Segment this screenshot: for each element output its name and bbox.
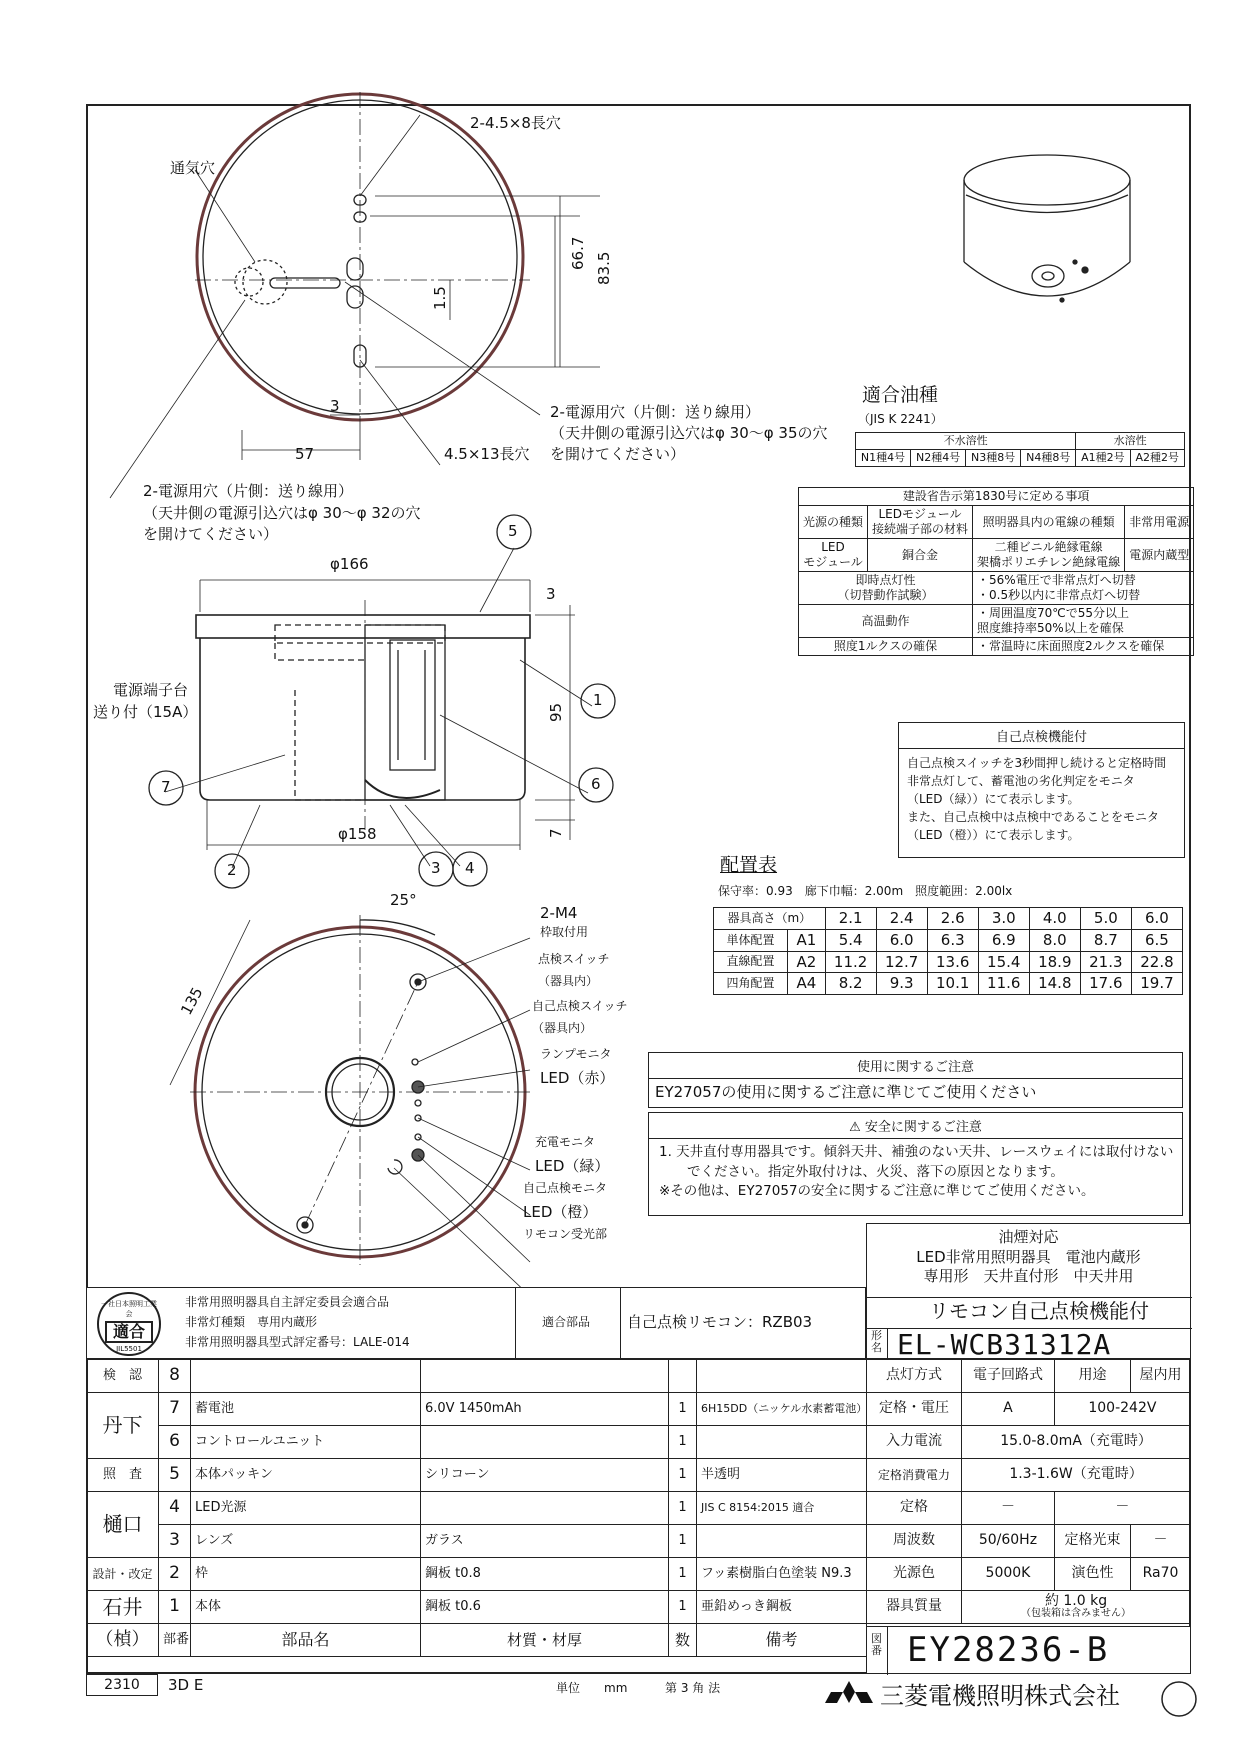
part-remark: 6H15DD（ニッケル水素蓄電池） [697,1393,867,1426]
part-material [421,1492,669,1525]
parts-table [86,1359,867,1657]
rating-label: 定格・電圧 [867,1393,962,1426]
bottom-label-charge-monitor: 充電モニタ [535,1135,596,1149]
dim-83-5: 83.5 [595,251,613,285]
layout-cell: 8.7 [1080,929,1131,951]
oil-type: A2種2号 [1130,449,1184,466]
top-view [110,92,600,498]
layout-cell: 6.0 [876,929,927,951]
dim-95: 95 [547,702,565,722]
cable-left-1: 2-電源用穴（片側：送り線用） [143,482,353,500]
layout-table [713,907,1183,995]
rating-value: － [1131,1525,1191,1558]
part-name: 本体パッキン [191,1459,421,1492]
layout-cell: 8.0 [1029,929,1080,951]
self-check-title: 自己点検機能付 [899,723,1184,749]
layout-cell: 11.2 [825,951,876,973]
part-material: 6.0V 1450mAh [421,1393,669,1426]
cable-right-2: （天井側の電源引込穴はφ 30〜φ 35の穴 [550,424,828,442]
rating-value: 5000K [962,1558,1055,1591]
part-name: 蓄電池 [191,1393,421,1426]
bottom-label-remote-receiver: リモコン受光部 [523,1227,608,1241]
approval-name: 樋口 [87,1492,159,1558]
remote-label: 自己点検リモコン：RZB03 [627,1313,813,1331]
projection-label: 第 3 角 法 [665,1681,721,1695]
part-name: 枠 [191,1558,421,1591]
part-name: コントロールユニット [191,1426,421,1459]
approval-name: 石井 [87,1591,159,1624]
parts-header: 部番 [159,1624,191,1657]
spec-v1b: モジュール [803,555,863,569]
layout-header: 6.0 [1131,908,1182,930]
rating-label: 定格 [867,1492,962,1525]
cert-line-1: 非常用照明器具自主評定委員会適合品 [185,1295,390,1309]
rating-value: － [1054,1492,1190,1525]
layout-cell: 21.3 [1080,951,1131,973]
callout-1: 1 [593,691,603,709]
layout-cell: 8.2 [825,973,876,995]
part-remark: JIS C 8154:2015 適合 [697,1492,867,1525]
drawing-number: EY28236-B [907,1630,1110,1670]
bottom-label-self-monitor: 自己点検モニタ [523,1181,608,1195]
part-material [421,1426,669,1459]
oil-header-nonwater: 不水溶性 [856,433,1076,450]
rating-value: 電子回路式 [962,1360,1055,1393]
rating-label: 定格消費電力 [867,1459,962,1492]
safety-box [648,1112,1183,1216]
approval-label: 設計・改定 [87,1558,159,1591]
rating-label: 周波数 [867,1525,962,1558]
part-qty: 1 [669,1492,697,1525]
spec-h1: 光源の種類 [799,506,868,539]
bottom-label-frame: 枠取付用 [540,925,589,939]
layout-header: 2.1 [825,908,876,930]
layout-row-name: 単体配置 [714,929,788,951]
oil-header-water: 水溶性 [1076,433,1185,450]
layout-cell: 15.4 [978,951,1029,973]
part-name [191,1360,421,1393]
part-no: 8 [159,1360,191,1393]
self-check-line: （LED（緑））にて表示します。 [907,792,1080,806]
layout-header: 4.0 [1029,908,1080,930]
part-no: 1 [159,1591,191,1624]
callout-2: 2 [227,861,237,879]
oil-type: N1種4号 [856,449,911,466]
part-qty [669,1360,697,1393]
callout-7: 7 [161,778,171,796]
usage-title: 使用に関するご注意 [649,1053,1182,1079]
dim-7: 7 [547,828,565,838]
layout-cell: 14.8 [1029,973,1080,995]
oil-table [855,432,1185,467]
spec-r1b: （切替動作試験） [837,588,934,602]
spec-h2a: LEDモジュール [878,507,962,521]
dim-1-5: 1.5 [431,286,449,310]
rating-label: 定格光束 [1054,1525,1130,1558]
part-remark [697,1426,867,1459]
spec-r3v: ・常温時に床面照度2ルクスを確保 [973,638,1194,656]
layout-header: 2.6 [927,908,978,930]
registration-circle [1162,1682,1196,1716]
dim-57: 57 [295,445,315,463]
rating-value: 約 1.0 kg [1044,1593,1108,1610]
slot-label: 2-4.5×8長穴 [470,114,561,132]
part-name: 本体 [191,1591,421,1624]
spec-r1v1: ・56%電圧で非常点灯へ切替 [977,573,1136,587]
company-logo [825,1681,873,1703]
part-no: 5 [159,1459,191,1492]
model-label: 形名 [871,1329,882,1354]
layout-cell: 11.6 [978,973,1029,995]
oil-type: N4種8号 [1021,449,1076,466]
dim-66-7: 66.7 [569,236,587,270]
vent-label: 通気穴 [170,159,216,177]
oil-title: 適合油種 [862,384,939,406]
layout-row-name: 直線配置 [714,951,788,973]
drawing-label: 図番 [871,1632,882,1658]
rating-note: （包装箱は含みません） [1021,1608,1132,1620]
spec-r1v2: ・0.5秒以内に非常点灯へ切替 [977,588,1141,602]
self-check-line: 非常点灯して、蓄電池の劣化判定をモニタ [907,774,1135,788]
product-block [866,1223,1191,1359]
spec-v2: 銅合金 [868,539,973,572]
layout-title: 配置表 [720,854,778,876]
callout-6: 6 [591,775,601,793]
layout-note: 保守率：0.93 廊下巾幅：2.00m 照度範囲：2.00lx [718,884,1013,898]
rating-label: 演色性 [1054,1558,1130,1591]
part-remark: 半透明 [697,1459,867,1492]
part-remark [697,1360,867,1393]
spec-r2: 高温動作 [799,605,973,638]
part-qty: 1 [669,1591,697,1624]
spec-r1a: 即時点灯性 [855,573,916,587]
rating-label: 点灯方式 [867,1360,962,1393]
cable-left-3: を開けてください） [143,525,279,543]
part-material: ガラス [421,1525,669,1558]
unit-label: 単位 mm [556,1681,628,1695]
warning-icon: ⚠ [849,1120,861,1135]
part-material: シリコーン [421,1459,669,1492]
bottom-label-inside1: （器具内） [538,974,599,988]
layout-header: 5.0 [1080,908,1131,930]
layout-cell: 12.7 [876,951,927,973]
layout-cell: 17.6 [1080,973,1131,995]
ratings-table [866,1359,1191,1624]
self-check-box [898,722,1185,858]
layout-header: 器具高さ（m） [714,908,826,930]
cert-block [86,1287,866,1359]
rating-label: 用途 [1054,1360,1130,1393]
slot2-label: 4.5×13長穴 [444,445,530,463]
part-qty: 1 [669,1393,697,1426]
safety-line-2: でください。指定外取付けは、火災、落下の原因となります。 [687,1163,1064,1180]
rating-value: 100-242V [1054,1393,1190,1426]
part-remark: 亜鉛めっき鋼板 [697,1591,867,1624]
rating-value: A [962,1393,1055,1426]
oil-subtitle: （JIS K 2241） [858,412,943,426]
rating-label: 器具質量 [867,1591,962,1624]
part-qty: 1 [669,1525,697,1558]
terminal-label-2: 送り付（15A） [93,703,198,721]
drawing-number-block [866,1626,1191,1674]
spec-v3a: 二種ビニル絶縁電線 [994,540,1103,554]
oil-type: N2種4号 [911,449,966,466]
terminal-label-1: 電源端子台 [113,681,189,699]
angle-25: 25° [390,891,417,909]
part-remark [697,1525,867,1558]
cable-right-1: 2-電源用穴（片側：送り線用） [550,403,760,421]
part-no: 7 [159,1393,191,1426]
layout-row-code: A4 [788,973,825,995]
rating-value: 1.3-1.6W（充電時） [962,1459,1191,1492]
bottom-label-m4: 2-M4 [540,904,578,922]
part-qty: 1 [669,1426,697,1459]
date-code: 2310 [86,1674,158,1696]
usage-text: EY27057の使用に関するご注意に準じてご使用ください [655,1083,1037,1101]
part-name: レンズ [191,1525,421,1558]
certification-seal: 一社日本照明工業会 適合 JIL5501 [97,1292,161,1356]
layout-cell: 10.1 [927,973,978,995]
side-view [149,515,615,888]
callout-4: 4 [465,859,475,877]
approval-name: 丹下 [87,1393,159,1459]
layout-cell: 6.5 [1131,929,1182,951]
self-check-line: 自己点検スイッチを3秒間押し続けると定格時間 [907,756,1167,770]
layout-cell: 18.9 [1029,951,1080,973]
bottom-label-selfswitch: 自己点検スイッチ [532,999,628,1013]
rating-label: 光源色 [867,1558,962,1591]
dia-166: φ166 [330,555,369,573]
spec-r3: 照度1ルクスの確保 [799,638,973,656]
bottom-label-switch: 点検スイッチ [538,952,610,966]
spec-v3b: 架橋ポリエチレン絶縁電線 [977,555,1121,569]
bottom-label-inside2: （器具内） [532,1021,593,1035]
callout-3: 3 [431,859,441,877]
part-name: LED光源 [191,1492,421,1525]
rating-value: 15.0-8.0mA（充電時） [962,1426,1191,1459]
layout-cell: 6.9 [978,929,1029,951]
layout-cell: 19.7 [1131,973,1182,995]
product-desc-3: 専用形 天井直付形 中天井用 [923,1267,1134,1285]
safety-line-1: 1. 天井直付専用器具です。傾斜天井、補強のない天井、レースウェイには取付けない [659,1144,1174,1160]
oil-type: A1種2号 [1076,449,1130,466]
part-material [421,1360,669,1393]
bottom-label-led-red: LED（赤） [540,1069,615,1087]
part-qty: 1 [669,1459,697,1492]
bottom-label-lamp-monitor: ランプモニタ [540,1047,612,1061]
spec-title: 建設省告示第1830号に定める事項 [799,488,1194,506]
spec-h3: 照明器具内の電線の種類 [973,506,1125,539]
rating-value: 屋内用 [1131,1360,1191,1393]
rating-label: 入力電流 [867,1426,962,1459]
parts-header: 備考 [697,1624,867,1657]
spec-r2v1: ・周囲温度70℃で55分以上 [977,606,1130,620]
layout-header: 2.4 [876,908,927,930]
layout-cell: 9.3 [876,973,927,995]
dim-135: 135 [177,984,207,1018]
cert-line-2: 非常灯種類 専用内蔵形 [185,1315,318,1329]
spec-h4: 非常用電源 [1125,506,1194,539]
layout-row-code: A1 [788,929,825,951]
bottom-view [170,915,530,1296]
company-name: 三菱電機照明株式会社 [880,1682,1120,1710]
bottom-label-led-orange: LED（橙） [523,1203,598,1221]
rating-value: Ra70 [1131,1558,1191,1591]
spec-v1a: LED [821,540,845,554]
safety-line-3: ※その他は、EY27057の安全に関するご注意に準じてご使用ください。 [659,1183,1095,1200]
callout-5: 5 [508,522,518,540]
parts-header: 材質・材厚 [421,1624,669,1657]
self-check-line: また、自己点検中は点検中であることをモニタ [907,810,1160,824]
part-material: 鋼板 t0.8 [421,1558,669,1591]
part-material: 鋼板 t0.6 [421,1591,669,1624]
spec-h2b: 接続端子部の材料 [872,522,969,536]
product-desc-2: LED非常用照明器具 電池内蔵形 [916,1247,1141,1266]
cable-right-3: を開けてください） [550,445,686,463]
rating-value: － [962,1492,1055,1525]
bottom-label-led-green: LED（緑） [535,1157,610,1175]
self-check-line: （LED（橙））にて表示します。 [907,828,1080,842]
model-number: EL-WCB31312A [897,1328,1112,1361]
dim-3-top: 3 [330,397,340,415]
approval-stamp: （楨） [87,1624,159,1657]
layout-row-code: A2 [788,951,825,973]
part-remark: フッ素樹脂白色塗装 N9.3 [697,1558,867,1591]
spec-table [798,487,1194,656]
rating-value: 50/60Hz [962,1525,1055,1558]
cable-left-2: （天井側の電源引込穴はφ 30〜φ 32の穴 [143,504,421,522]
approval-label: 照 査 [87,1459,159,1492]
part-qty: 1 [669,1558,697,1591]
parts-header: 数 [669,1624,697,1657]
dia-158: φ158 [338,825,377,843]
layout-cell: 22.8 [1131,951,1182,973]
spec-r2v2: 照度維持率50%以上を確保 [977,621,1124,635]
approval-label: 検 認 [87,1360,159,1393]
iso-view [964,155,1130,302]
part-no: 3 [159,1525,191,1558]
layout-row-name: 四角配置 [714,973,788,995]
parts-label: 適合部品 [542,1315,591,1329]
part-no: 4 [159,1492,191,1525]
part-no: 6 [159,1426,191,1459]
type-code: 3D E [168,1676,204,1694]
feature-label: リモコン自己点検機能付 [929,1299,1149,1323]
dim-3-side: 3 [546,585,556,603]
layout-cell: 5.4 [825,929,876,951]
layout-cell: 13.6 [927,951,978,973]
spec-v4: 電源内蔵型 [1125,539,1194,572]
product-desc-1: 油煙対応 [998,1228,1059,1246]
layout-header: 3.0 [978,908,1029,930]
layout-cell: 6.3 [927,929,978,951]
cert-line-3: 非常用照明器具型式評定番号：LALE-014 [185,1335,410,1349]
oil-type: N3種8号 [966,449,1021,466]
safety-title: 安全に関するご注意 [864,1120,982,1135]
part-no: 2 [159,1558,191,1591]
usage-box [648,1052,1183,1108]
parts-header: 部品名 [191,1624,421,1657]
